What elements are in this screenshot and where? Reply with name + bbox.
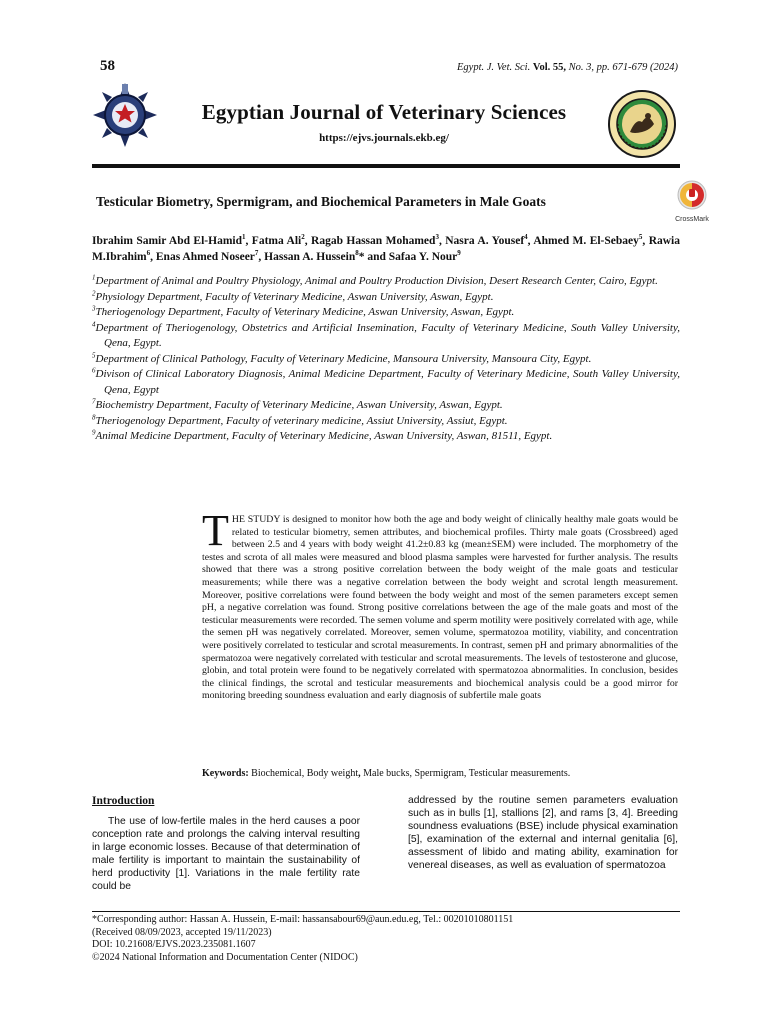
affiliation-text: Physiology Department, Faculty of Veterinary Medicine, Aswan University, Aswan, Egypt. bbox=[95, 290, 494, 303]
copyright: ©2024 National Information and Documentation Center (NIDOC) bbox=[92, 951, 358, 963]
affiliation-text: Animal Medicine Department, Faculty of Veterinary Medicine, Aswan University, Aswan, 81511, Egypt. bbox=[95, 430, 553, 442]
affiliation-text: Theriogenology Department, Faculty of Veterinary Medicine, Aswan University, Aswan, Egypt. bbox=[95, 306, 515, 318]
author-affiliation-marker: 4 bbox=[524, 233, 528, 242]
affiliation-text: Department of Clinical Pathology, Faculty of Veterinary Medicine, Mansoura University, Mansoura City, Egypt. bbox=[95, 352, 592, 365]
author-affiliation-marker: 3 bbox=[435, 233, 439, 242]
abstract-text: HE STUDY is designed to monitor how both the age and body weight of clinically healthy male goats would be related to testicular biometry, semen attributes, and biochemical profiles. Thirty male goats (Crossbreed) aged between 2.5 and 4 years with body weight 41.2±0.83 kg (mean±SEM) were included. The morphometry of the testes and scrota of all males were measured and blood plasma samples were harvested for further analysis. The results showed that there was a strong positive correlation between the body weight of the male goats and testicular measurements; while there was a negative correlation between the body weight and scrotal length measurement. Moreover, positive correlations were found between the body weight and most of the semen parameters except semen pH, a negative correlation was found. Strong positive correlations between the age of the male goats and most of the testicular measurements were recorded. The semen volume and sperm motility were positively correlated with age, while the semen pH was negatively correlated. Moreover, semen volume, spermatozoa motility, viability, and concentration were positively correlated to testicular and scrotal measurements. In contrast, semen pH and primary abnormalities of the spermatozoa were negatively correlated with testicular and scrotal measurements. The levels of testosterone and glucose, globin, and total protein were found to be negatively correlated with spermatozoa abnormalities. In conclusion, besides the clinical findings, the scrotal and testicular measurements and biochemical analysis could be a good mirror for monitoring breeding soundness evaluation and early diagnosis of subfertile male goats bbox=[202, 514, 678, 702]
affiliation-item bbox=[92, 429, 680, 445]
affiliation-number: 3 bbox=[92, 304, 96, 313]
abstract-dropcap: T bbox=[202, 506, 229, 555]
society-seal-logo bbox=[608, 90, 676, 158]
affiliation-item bbox=[92, 321, 680, 352]
author-name: Rawia M.Ibrahim bbox=[92, 235, 680, 263]
article-title: Testicular Biometry, Spermigram, and Biochemical Parameters in Male Goats bbox=[96, 194, 546, 209]
author-separator: , bbox=[258, 250, 265, 263]
affiliation-number: 1 bbox=[92, 273, 96, 282]
abstract bbox=[202, 506, 678, 703]
author-affiliation-marker: 9 bbox=[457, 248, 461, 257]
received-dates: (Received 08/09/2023, accepted 19/11/2023) bbox=[92, 926, 272, 938]
author-name: Fatma Ali bbox=[251, 235, 302, 247]
affiliation-number: 8 bbox=[92, 412, 96, 421]
affiliation-item bbox=[92, 352, 680, 368]
author-separator: , bbox=[245, 235, 252, 247]
doi[interactable]: DOI: 10.21608/EJVS.2023.235081.1607 bbox=[92, 939, 256, 950]
author-name: Enas Ahmed Noseer bbox=[155, 250, 255, 263]
keywords: Keywords: Biochemical, Body weight, Male bucks, Spermigram, Testicular measurements. bbox=[202, 768, 571, 779]
footer-notes bbox=[92, 914, 680, 964]
author-name: Nasra A. Yousef bbox=[445, 235, 525, 247]
author-separator: , bbox=[642, 235, 649, 247]
author-name: Ibrahim Samir Abd El-Hamid bbox=[92, 235, 242, 247]
author-affiliation-marker: 7 bbox=[254, 248, 259, 257]
introduction-right-column: addressed by the routine semen parameters evaluation such as in bulls [1], stallions [2], and rams [3, 4]. Breeding soundness evaluations (BSE) include physical examination [5], examination of the external and internal genitalia [6], assessment of libido and mating ability, examination for venereal diseases, as well as evaluation of spermatozoa bbox=[408, 795, 678, 871]
page-number: 58 bbox=[100, 58, 115, 74]
header-rule bbox=[92, 164, 680, 168]
author-separator: , bbox=[438, 235, 446, 247]
author-affiliation-marker: 2 bbox=[301, 233, 305, 242]
author-affiliation-marker: 5 bbox=[638, 233, 643, 242]
author-list bbox=[92, 234, 680, 265]
journal-citation: Egypt. J. Vet. Sci. Vol. 55, No. 3, pp. 671-679 (2024) bbox=[457, 62, 678, 73]
affiliation-item bbox=[92, 290, 680, 306]
author-affiliation-marker: 6 bbox=[146, 248, 151, 257]
affiliation-text: Divison of Clinical Laboratory Diagnosis, Animal Medicine Department, Faculty of Veterinary Medicine, South Valley University, Qena, Egypt bbox=[95, 368, 680, 396]
affiliation-number: 7 bbox=[92, 397, 96, 406]
crossmark-badge[interactable]: CrossMark bbox=[672, 180, 712, 223]
affiliation-text: Department of Theriogenology, Obstetrics and Artificial Insemination, Faculty of Veterinary Medicine, South Valley University, Qena, Egypt. bbox=[95, 321, 680, 349]
affiliation-text: Biochemistry Department, Faculty of Veterinary Medicine, Aswan University, Aswan, Egypt. bbox=[95, 399, 503, 411]
author-name: Safaa Y. Nour bbox=[388, 250, 458, 263]
introduction-heading: Introduction bbox=[92, 795, 155, 807]
affiliation-number: 6 bbox=[92, 366, 96, 375]
author-affiliation-marker: 1 bbox=[242, 233, 246, 242]
author-affiliation-marker: 8 bbox=[355, 248, 359, 257]
affiliation-item bbox=[92, 398, 680, 414]
author-name: Hassan A. Hussein bbox=[264, 250, 356, 263]
affiliation-number: 2 bbox=[92, 288, 96, 297]
affiliation-item bbox=[92, 305, 680, 321]
introduction-left-column: The use of low-fertile males in the herd causes a poor conception rate and prolongs the calving interval resulting in large economic losses. Because of that determination of male fertility is important to maintain the sustainability of herd productivity [1]. Variations in the male fertility rate could be bbox=[92, 816, 360, 892]
author-separator: , bbox=[304, 235, 312, 247]
affiliation-list bbox=[92, 274, 680, 445]
affiliation-text: Department of Animal and Poultry Physiology, Animal and Poultry Production Division, Desert Research Center, Cairo, Egypt. bbox=[95, 275, 658, 287]
journal-url[interactable]: https://ejvs.journals.ekb.eg/ bbox=[319, 132, 449, 144]
footer-rule bbox=[92, 911, 680, 912]
author-name: Ragab Hassan Mohamed bbox=[311, 235, 436, 247]
affiliation-item bbox=[92, 274, 680, 290]
crossmark-icon bbox=[677, 180, 707, 210]
author-separator: , bbox=[527, 235, 534, 247]
author-name: Ahmed M. El-Sebaey bbox=[533, 235, 639, 247]
affiliation-item bbox=[92, 414, 680, 430]
corresponding-author: *Corresponding author: Hassan A. Hussein, E-mail: hassansabour69@aun.edu.eg, Tel.: 00201010801151 bbox=[92, 914, 514, 925]
affiliation-item bbox=[92, 367, 680, 398]
affiliation-text: Theriogenology Department, Faculty of veterinary medicine, Assiut University, Assiut, Egypt. bbox=[95, 414, 508, 427]
affiliation-number: 4 bbox=[92, 319, 96, 328]
affiliation-number: 5 bbox=[92, 350, 96, 359]
author-separator: , bbox=[150, 250, 156, 263]
journal-title: Egyptian Journal of Veterinary Sciences bbox=[201, 100, 567, 124]
affiliation-number: 9 bbox=[92, 428, 96, 437]
author-separator: * and bbox=[358, 250, 389, 263]
